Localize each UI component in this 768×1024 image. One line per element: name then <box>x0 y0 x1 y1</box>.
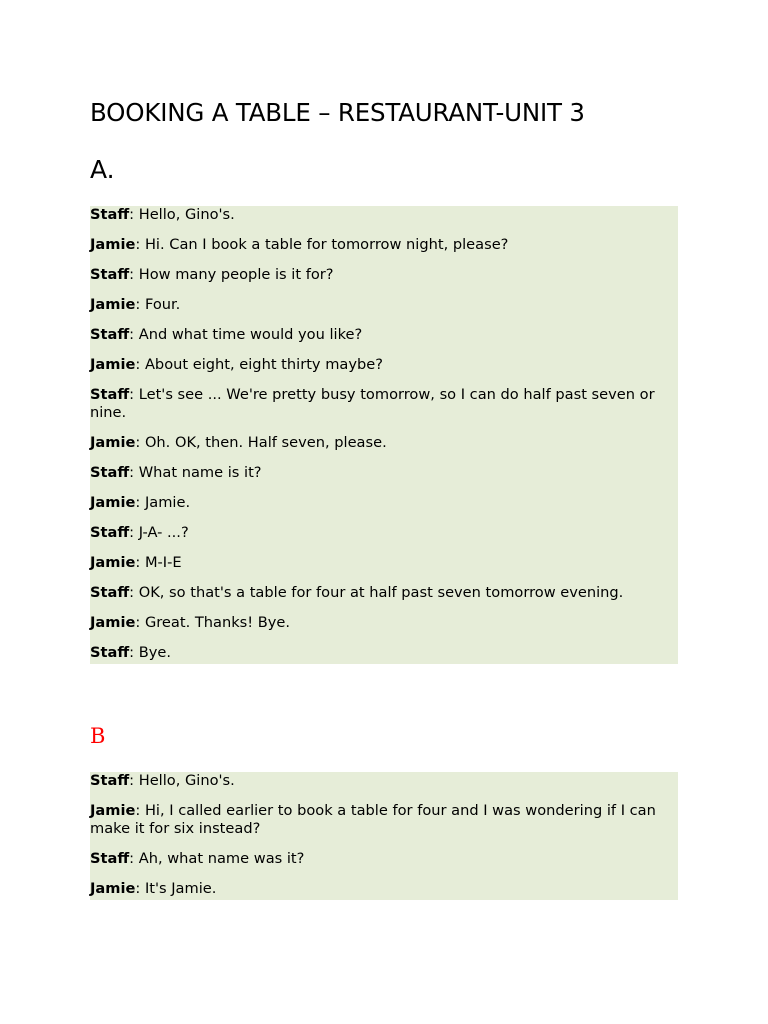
speaker-name: Jamie <box>90 554 136 571</box>
speaker-name: Staff <box>90 326 130 343</box>
line-text: : Jamie. <box>135 494 191 511</box>
dialogue-line <box>90 356 678 386</box>
dialogue-line <box>90 614 678 644</box>
dialogue-line <box>90 584 678 614</box>
line-text: : J-A- ...? <box>129 524 189 541</box>
line-text: : Hello, Gino's. <box>129 772 235 789</box>
speaker-name: Jamie <box>90 296 136 313</box>
line-text: : M-I-E <box>135 554 182 571</box>
line-text: : Oh. OK, then. Half seven, please. <box>135 434 387 451</box>
speaker-name: Staff <box>90 524 130 541</box>
dialogue-line <box>90 494 678 524</box>
line-text: : Let's see ... We're pretty busy tomorrow, so I can do half past seven or nine. <box>90 386 655 421</box>
dialogue-b <box>90 772 678 900</box>
dialogue-line <box>90 644 678 664</box>
line-text: : OK, so that's a table for four at half past seven tomorrow evening. <box>129 584 624 601</box>
speaker-name: Staff <box>90 386 130 403</box>
dialogue-line <box>90 434 678 464</box>
speaker-name: Jamie <box>90 236 136 253</box>
speaker-name: Jamie <box>90 614 136 631</box>
dialogue-line <box>90 554 678 584</box>
speaker-name: Jamie <box>90 802 136 819</box>
line-text: : Hi. Can I book a table for tomorrow night, please? <box>135 236 509 253</box>
line-text: : Hello, Gino's. <box>129 206 235 223</box>
speaker-name: Staff <box>90 584 130 601</box>
dialogue-line <box>90 236 678 266</box>
dialogue-line <box>90 772 678 802</box>
speaker-name: Staff <box>90 772 130 789</box>
line-text: : What name is it? <box>129 464 262 481</box>
line-text: : Great. Thanks! Bye. <box>135 614 291 631</box>
speaker-name: Jamie <box>90 880 136 897</box>
speaker-name: Staff <box>90 850 130 867</box>
dialogue-line <box>90 464 678 494</box>
speaker-name: Staff <box>90 266 130 283</box>
line-text: : Hi, I called earlier to book a table for four and I was wondering if I can make it for six instead? <box>90 802 656 837</box>
dialogue-line <box>90 326 678 356</box>
dialogue-a <box>90 206 678 664</box>
line-text: : How many people is it for? <box>129 266 334 283</box>
dialogue-line <box>90 524 678 554</box>
section-b-heading: B <box>90 724 106 748</box>
dialogue-line <box>90 802 678 850</box>
page-title: BOOKING A TABLE – RESTAURANT-UNIT 3 <box>90 98 585 127</box>
speaker-name: Staff <box>90 464 130 481</box>
line-text: : And what time would you like? <box>129 326 363 343</box>
speaker-name: Staff <box>90 644 130 661</box>
line-text: : About eight, eight thirty maybe? <box>135 356 383 373</box>
dialogue-line <box>90 206 678 236</box>
dialogue-line <box>90 386 678 434</box>
speaker-name: Jamie <box>90 356 136 373</box>
section-a-heading: A. <box>90 155 115 184</box>
dialogue-line <box>90 266 678 296</box>
dialogue-line <box>90 296 678 326</box>
speaker-name: Jamie <box>90 494 136 511</box>
speaker-name: Staff <box>90 206 130 223</box>
line-text: : Four. <box>135 296 181 313</box>
dialogue-line <box>90 880 678 900</box>
line-text: : Bye. <box>129 644 171 661</box>
line-text: : Ah, what name was it? <box>129 850 305 867</box>
dialogue-line <box>90 850 678 880</box>
line-text: : It's Jamie. <box>135 880 217 897</box>
speaker-name: Jamie <box>90 434 136 451</box>
